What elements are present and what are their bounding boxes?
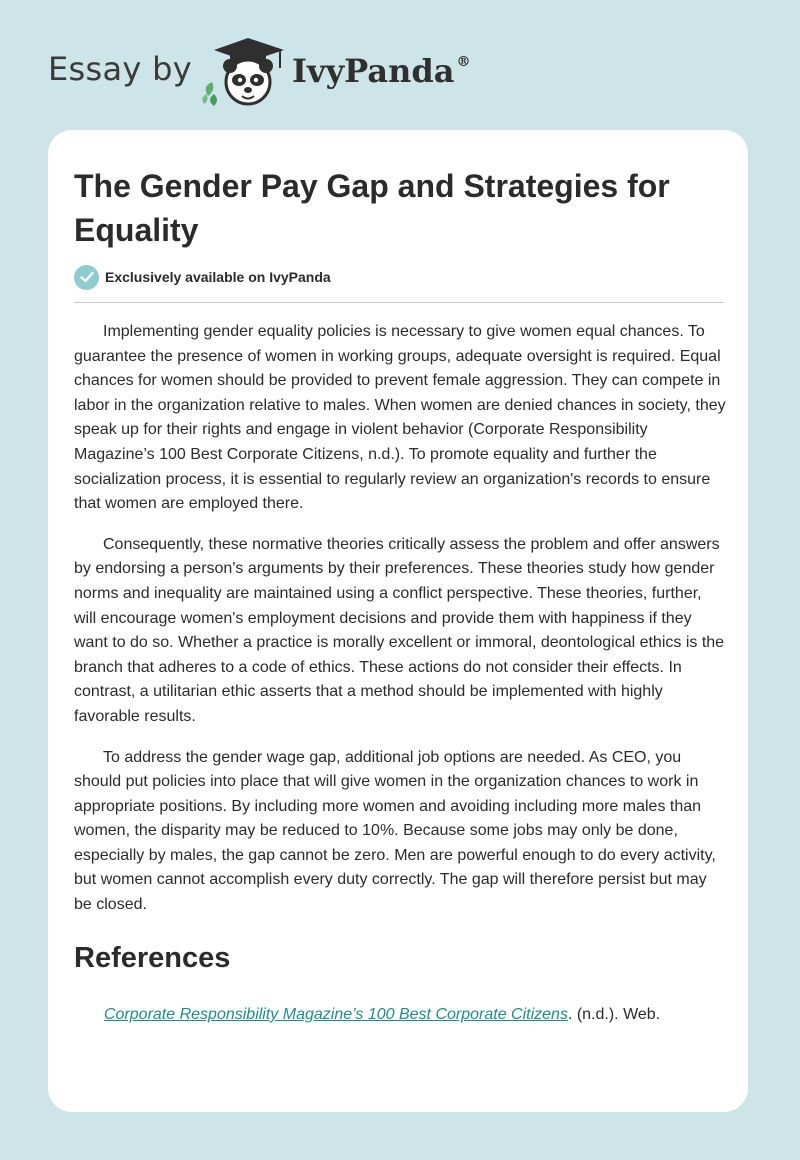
reference-item xyxy=(104,1006,660,1024)
registered-mark: ® xyxy=(456,54,471,70)
brand-name[interactable]: IvyPanda ® xyxy=(292,52,471,90)
reference-detail: . (n.d.). Web. xyxy=(567,1006,661,1023)
paragraph: Consequently, these normative theories critically assess the problem and offer answers by endorsing a person's arguments by their preferences. These theories study how gender norms and inequality are maintained using a conflict perspective. These theories, further, will encourage women's employment decisions and provide them with happiness if they want to do so. Whether a practice is morally excellent or immoral, deontological ethics is the branch that adheres to a code of ethics. These actions do not consider their effects. In contrast, a utilitarian ethic asserts that a method should be implemented with highly favorable results. xyxy=(74,535,725,725)
page-title: The Gender Pay Gap and Strategies for Equality xyxy=(74,168,670,248)
article-card xyxy=(48,130,748,1112)
panda-graduate-logo-icon[interactable] xyxy=(200,34,296,110)
divider xyxy=(74,302,724,303)
check-icon xyxy=(74,265,99,290)
article-body xyxy=(74,320,726,934)
paragraph: To address the gender wage gap, additional job options are needed. As CEO, you should put policies into place that will give women in the organization chances to work in appropriate positions. By including more women and avoiding including more males than women, the disparity may be reduced to 10%. Because some jobs may only be done, especially by males, the gap cannot be zero. Men are powerful enough to do every activity, but women cannot accomplish every duty correctly. The gap will therefore persist but may be closed. xyxy=(74,748,716,914)
site-header xyxy=(0,0,800,128)
references-heading: References xyxy=(74,942,231,974)
essay-by-label: Essay by xyxy=(48,50,192,88)
reference-link[interactable]: Corporate Responsibility Magazine’s 100 Best Corporate Citizens xyxy=(104,1006,568,1023)
exclusive-badge xyxy=(74,264,331,290)
paragraph: Implementing gender equality policies is necessary to give women equal chances. To guarantee the presence of women in working groups, adequate oversight is required. Equal chances for women should be provided to prevent female aggression. They can compete in labor in the organization relative to males. When women are denied chances in society, they speak up for their rights and engage in violent behavior (Corporate Responsibility Magazine’s 100 Best Corporate Citizens, n.d.). To promote equality and further the socialization process, it is essential to regularly review an organization's records to ensure that women are employed there. xyxy=(74,323,726,513)
badge-label: Exclusively available on IvyPanda xyxy=(105,269,331,285)
